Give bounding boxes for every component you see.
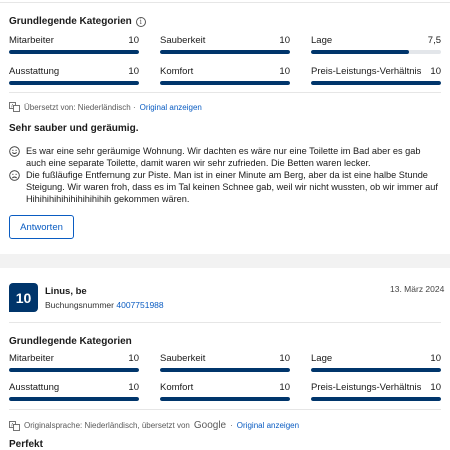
score-value: 10 [128, 353, 139, 364]
score-label: Ausstattung [9, 66, 60, 77]
score-bar [160, 397, 290, 401]
booking-number-label: Buchungsnummer [45, 300, 114, 310]
translation-note-text: Übersetzt von: Niederländisch · [24, 102, 136, 112]
score-bar-fill [160, 50, 290, 54]
score-bar [9, 50, 139, 54]
smile-icon [9, 146, 20, 157]
categories-title-text: Grundlegende Kategorien [9, 336, 132, 347]
score-label: Preis-Leistungs-Verhältnis [311, 382, 422, 393]
score-value: 10 [128, 382, 139, 393]
score-value: 10 [430, 382, 441, 393]
section-divider [9, 409, 441, 410]
score-value: 10 [128, 66, 139, 77]
reply-button[interactable]: Antworten [9, 215, 74, 239]
score-bar [160, 368, 290, 372]
score-bar-fill [311, 397, 441, 401]
show-original-link[interactable]: Original anzeigen [139, 102, 202, 112]
score-mitarbeiter [9, 35, 139, 54]
score-value: 10 [279, 35, 290, 46]
score-bar [160, 81, 290, 85]
score-bar-fill [160, 81, 290, 85]
score-label: Komfort [160, 66, 194, 77]
translation-note [9, 102, 202, 112]
translation-note [9, 420, 299, 431]
review-headline: Perfekt [9, 439, 43, 450]
score-label: Komfort [160, 382, 194, 393]
score-value: 10 [430, 353, 441, 364]
score-value: 10 [128, 35, 139, 46]
booking-number [45, 300, 164, 310]
score-label: Lage [311, 353, 333, 364]
score-bar-fill [9, 81, 139, 85]
categories-title-text: Grundlegende Kategorien [9, 16, 132, 27]
review-headline: Sehr sauber und geräumig. [9, 123, 139, 134]
score-lage [311, 35, 441, 54]
categories-title [9, 336, 132, 347]
svg-text:A: A [11, 423, 15, 428]
score-label: Preis-Leistungs-Verhältnis [311, 66, 422, 77]
review-negative-text: Die fußläufige Entfernung zur Piste. Man ist in einer Minute am Berg, aber da ist eine halbe Stunde Steigung. Wir waren froh, dass es im Tal keinen Schnee gab, weil wir nicht wussten, ob wir immer auf Hihihihihihihihihihihih gekommen wären. [26, 170, 438, 204]
score-label: Ausstattung [9, 382, 60, 393]
score-value: 10 [430, 66, 441, 77]
score-label: Mitarbeiter [9, 353, 54, 364]
svg-text:A: A [11, 104, 15, 110]
score-bar [311, 50, 441, 54]
score-value: 7,5 [427, 35, 441, 46]
review-score-badge: 10 [9, 283, 38, 312]
top-divider [0, 2, 450, 3]
score-bar [9, 81, 139, 85]
score-bar [311, 81, 441, 85]
score-ausstattung [9, 382, 139, 401]
score-komfort [160, 382, 290, 401]
score-preis-leistung [311, 382, 441, 401]
review-date: 13. März 2024 [390, 284, 445, 294]
categories-title [9, 16, 146, 27]
info-icon[interactable]: i [136, 17, 146, 27]
score-bar [9, 397, 139, 401]
score-label: Lage [311, 35, 333, 46]
score-bar [9, 368, 139, 372]
score-value: 10 [279, 382, 290, 393]
score-bar [160, 50, 290, 54]
score-bar [311, 397, 441, 401]
score-preis-leistung [311, 66, 441, 85]
score-bar-fill [160, 397, 290, 401]
score-value: 10 [279, 353, 290, 364]
score-bar-fill [311, 50, 409, 54]
score-bar-fill [311, 368, 441, 372]
frown-icon [9, 170, 20, 181]
score-bar-fill [9, 368, 139, 372]
score-label: Sauberkeit [160, 353, 206, 364]
score-bar-fill [9, 397, 139, 401]
show-original-link[interactable]: Original anzeigen [236, 421, 300, 430]
review-negative [9, 169, 441, 205]
booking-number-link[interactable]: 4007751988 [116, 300, 164, 310]
score-label: Mitarbeiter [9, 35, 54, 46]
score-bar-fill [160, 368, 290, 372]
score-value: 10 [279, 66, 290, 77]
review-positive [9, 145, 441, 169]
score-komfort [160, 66, 290, 85]
score-label: Sauberkeit [160, 35, 206, 46]
score-lage [311, 353, 441, 372]
score-mitarbeiter [9, 353, 139, 372]
section-divider [9, 92, 441, 93]
score-sauberkeit [160, 35, 290, 54]
score-bar-fill [9, 50, 139, 54]
translate-icon [9, 102, 20, 112]
score-sauberkeit [160, 353, 290, 372]
section-divider [9, 322, 441, 323]
translate-icon [9, 421, 20, 431]
score-bar [311, 368, 441, 372]
review-separator [0, 254, 450, 268]
google-logo: Google [193, 420, 227, 431]
score-ausstattung [9, 66, 139, 85]
review-positive-text: Es war eine sehr geräumige Wohnung. Wir dachten es wäre nur eine Toilette im Bad aber es gab auch eine separate Toilette, damit waren wir sehr zufrieden. Die Betten waren lecker. [26, 146, 421, 168]
score-bar-fill [311, 81, 441, 85]
translation-note-text: Originalsprache: Niederländisch, übersetzt von [24, 421, 190, 430]
translation-separator: · [230, 421, 233, 430]
reviewer-name: Linus, be [45, 286, 87, 297]
